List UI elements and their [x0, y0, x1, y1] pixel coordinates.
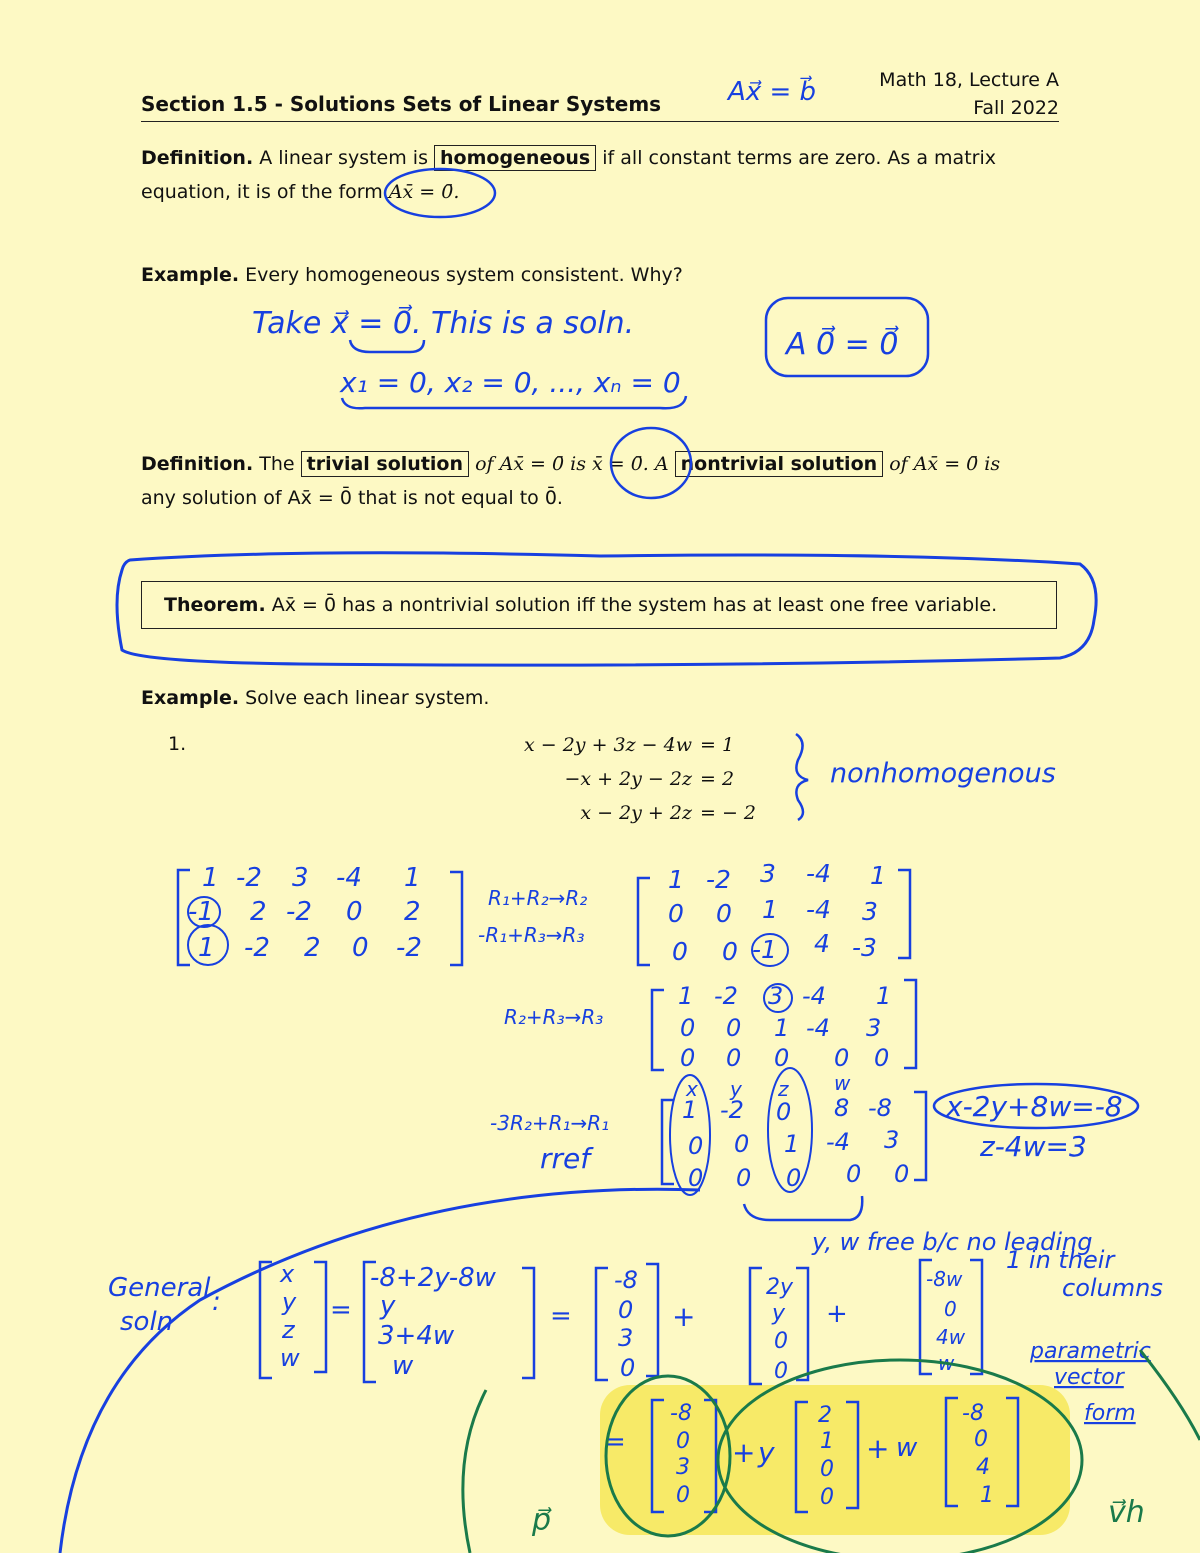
- matrix-cell: 1: [870, 861, 886, 890]
- matrix-cell: -4: [802, 982, 826, 1010]
- vector-entry: -8+2y-8w: [370, 1263, 496, 1293]
- matrix-cell: -2: [706, 865, 731, 894]
- matrix-cell: 0: [688, 1132, 704, 1160]
- matrix-cell: -8: [868, 1094, 892, 1122]
- example-label: Example.: [141, 687, 240, 709]
- note-parametric: parametric: [1030, 1339, 1151, 1364]
- brace-mark: [350, 340, 424, 352]
- matrix-augmented-2: [668, 859, 886, 966]
- matrix-cell: 1: [876, 982, 892, 1010]
- var-label: w: [834, 1071, 851, 1095]
- vector-entry: 0: [974, 1427, 988, 1452]
- vector-entry: -8: [962, 1401, 984, 1426]
- theorem-text: Ax̄ = 0̄ has a nontrivial solution iff the system has at least one free variable.: [271, 594, 998, 616]
- definition-text: if all constant terms are zero. As a matrix equation, it is of the form: [141, 147, 996, 203]
- matrix-cell: -4: [806, 1014, 830, 1042]
- theorem-label: Theorem.: [164, 594, 266, 616]
- matrix-cell: 1: [784, 1130, 800, 1158]
- matrix-cell: 3: [760, 859, 776, 888]
- note-soln: soln: [120, 1307, 174, 1337]
- equals-mark: =: [550, 1301, 572, 1331]
- bracket-mark: [638, 878, 650, 965]
- vector-entry: x: [280, 1260, 295, 1288]
- note-components: x₁ = 0, x₂ = 0, ..., xₙ = 0: [340, 366, 681, 399]
- vector-entry: 4: [976, 1455, 990, 1480]
- vector-entry: 3+4w: [378, 1321, 455, 1351]
- matrix-cell: -2: [720, 1096, 744, 1124]
- note-equation-z: z-4w=3: [980, 1130, 1087, 1163]
- vector-entry: 0: [820, 1485, 834, 1510]
- vector-entry: 1: [820, 1429, 834, 1454]
- matrix-cell: -1: [188, 897, 214, 927]
- matrix-cell: 1: [198, 933, 215, 963]
- equation-lhs: x − 2y + 3z − 4w: [524, 734, 692, 756]
- term-nontrivial-solution: nontrivial solution: [675, 451, 884, 477]
- term-trivial-solution: trivial solution: [301, 451, 469, 477]
- matrix-cell: 0: [680, 1014, 696, 1042]
- label-p-vector: p⃗: [532, 1503, 552, 1538]
- var-label: z: [778, 1077, 789, 1101]
- definition-text: any solution of Ax̄ = 0̄ that is not equal to 0̄.: [141, 487, 563, 509]
- note-free-vars: y, w free b/c no leading: [812, 1228, 1093, 1256]
- matrix-cell: 1: [774, 1014, 790, 1042]
- example-text: Every homogeneous system consistent. Why?: [245, 264, 683, 286]
- matrix-cell: 0: [680, 1044, 696, 1072]
- vector-entry: y: [380, 1291, 396, 1321]
- vector-entry: 1: [980, 1483, 994, 1508]
- var-label: y: [730, 1077, 742, 1101]
- brace-mark: [796, 734, 808, 820]
- vector-entry: 0: [820, 1457, 834, 1482]
- vector-entry: 0: [620, 1354, 636, 1382]
- section-title: Section 1.5 - Solutions Sets of Linear Systems: [141, 92, 662, 116]
- matrix-cell: 1: [668, 865, 684, 894]
- matrix-cell: -4: [806, 895, 831, 924]
- matrix-cell: 0: [786, 1164, 802, 1192]
- matrix-cell: 0: [726, 1014, 742, 1042]
- matrix-cell: 1: [404, 863, 421, 893]
- matrix-cell: -2: [286, 897, 312, 927]
- matrix-cell: 1: [202, 863, 219, 893]
- item-number: 1.: [168, 733, 187, 755]
- vector-entry: -8: [670, 1401, 692, 1426]
- vector-entry: 3: [618, 1324, 634, 1352]
- note-rref: rref: [540, 1142, 591, 1175]
- matrix-cell: 0: [352, 933, 369, 963]
- definition-text: of Ax̄ = 0̄ is: [889, 453, 1001, 475]
- var-label: x: [686, 1077, 698, 1101]
- matrix-cell: 0: [672, 937, 688, 966]
- vector-entry: z: [282, 1316, 295, 1344]
- matrix-cell: -4: [806, 859, 831, 888]
- matrix-cell: -4: [336, 863, 362, 893]
- green-arc-mark: [1140, 1350, 1200, 1440]
- vector-entry: 0: [944, 1297, 957, 1321]
- matrix-cell: 0: [734, 1130, 750, 1158]
- note-free-vars: 1 in their: [1006, 1246, 1115, 1274]
- coef-w: w: [896, 1433, 918, 1463]
- row-op: R₁+R₂→R₂: [488, 886, 588, 910]
- matrix-cell: 0: [776, 1098, 792, 1126]
- definition-text: of Ax̄ = 0̄ is x̄ = 0̄. A: [475, 453, 669, 475]
- course-name: Math 18, Lecture A: [879, 69, 1059, 91]
- bracket-mark: [898, 870, 910, 958]
- matrix-cell: 0: [774, 1044, 790, 1072]
- matrix-cell: 0: [722, 937, 738, 966]
- vector-entry: w: [280, 1344, 300, 1372]
- vector-entry: 0: [774, 1359, 788, 1384]
- vector-entry: 2y: [766, 1275, 794, 1300]
- term-homogeneous: homogeneous: [434, 145, 596, 171]
- matrix-cell: 0: [346, 897, 363, 927]
- bracket-mark: [904, 980, 916, 1068]
- bracket-mark: [314, 1262, 326, 1372]
- matrix-augmented-1: [188, 863, 422, 963]
- matrix-cell: 0: [874, 1044, 890, 1072]
- matrix-cell: 3: [866, 1014, 882, 1042]
- matrix-cell: -2: [244, 933, 270, 963]
- note-equation-x: x-2y+8w=-8: [946, 1090, 1123, 1123]
- brace-mark: [744, 1196, 862, 1220]
- example-text: Solve each linear system.: [245, 687, 490, 709]
- definition-text: A linear system is: [259, 147, 428, 169]
- coef-y: y: [758, 1436, 775, 1469]
- vector-variables: [279, 1260, 300, 1372]
- bracket-mark: [646, 1264, 658, 1376]
- matrix-cell: -2: [714, 982, 738, 1010]
- bracket-mark: [522, 1268, 534, 1378]
- vector-y-basis: [818, 1403, 834, 1510]
- equation-rhs: = 2: [700, 768, 735, 790]
- matrix-cell: 0: [894, 1160, 910, 1188]
- row-op: -R₁+R₃→R₃: [478, 923, 585, 947]
- circle-mark: [385, 169, 495, 217]
- plus-mark: +: [732, 1436, 756, 1469]
- vector-entry: 3: [676, 1455, 690, 1480]
- plus-mark: +: [866, 1432, 890, 1465]
- bracket-mark: [970, 1260, 982, 1374]
- note-take-x-zero: Take x⃗ = 0⃗. This is a soln.: [252, 306, 635, 341]
- vector-constant: [614, 1266, 638, 1382]
- label-vh-vector: v⃗h: [1108, 1495, 1145, 1530]
- vector-entry: -8w: [926, 1267, 963, 1291]
- matrix-augmented-3: [678, 982, 891, 1072]
- bracket-mark: [450, 872, 462, 965]
- matrix-cell: -4: [826, 1128, 850, 1156]
- matrix-cell: 3: [292, 863, 309, 893]
- equals-mark: =: [604, 1427, 626, 1457]
- matrix-cell: 0: [736, 1164, 752, 1192]
- colon-mark: :: [212, 1287, 221, 1317]
- definition-label: Definition.: [141, 453, 254, 475]
- vector-entry: w: [938, 1351, 955, 1375]
- vector-expression: [370, 1263, 497, 1381]
- equation-rhs: = 1: [700, 734, 735, 756]
- theorem-loop-mark: [117, 553, 1096, 665]
- matrix-cell: 1: [682, 1096, 698, 1124]
- matrix-cell: 2: [404, 897, 421, 927]
- equation-rhs: = − 2: [700, 802, 757, 824]
- matrix-cell: 0: [846, 1160, 862, 1188]
- matrix-cell: 4: [814, 929, 830, 958]
- example-label: Example.: [141, 264, 240, 286]
- plus-mark: +: [826, 1299, 848, 1329]
- matrix-cell: -3: [852, 933, 877, 962]
- vector-entry: 0: [676, 1483, 690, 1508]
- matrix-rref: [682, 1094, 909, 1192]
- vector-entry: w: [392, 1351, 414, 1381]
- vector-entry: 2: [818, 1403, 832, 1428]
- matrix-cell: 0: [726, 1044, 742, 1072]
- matrix-cell: 3: [884, 1126, 900, 1154]
- matrix-cell: 0: [668, 899, 684, 928]
- green-arc-mark: [463, 1390, 486, 1553]
- matrix-cell: 3: [768, 982, 784, 1010]
- plus-mark: +: [672, 1300, 696, 1333]
- matrix-cell: 2: [304, 933, 321, 963]
- bracket-mark: [750, 1268, 762, 1384]
- vector-entry: 0: [676, 1429, 690, 1454]
- note-general: General: [108, 1273, 211, 1303]
- bracket-mark: [914, 1092, 926, 1180]
- vector-entry: y: [772, 1301, 786, 1326]
- note-a0-equals-0: A 0⃗ = 0⃗: [786, 327, 899, 362]
- matrix-cell: 0: [834, 1044, 850, 1072]
- matrix-cell: -2: [396, 933, 422, 963]
- matrix-cell: 0: [716, 899, 732, 928]
- note-vector: vector: [1054, 1365, 1124, 1390]
- bracket-mark: [796, 1268, 808, 1380]
- note-nonhomogeneous: nonhomogenous: [830, 758, 1056, 789]
- matrix-cell: 0: [688, 1164, 704, 1192]
- matrix-cell: 1: [762, 895, 778, 924]
- definition-text: The: [259, 453, 295, 475]
- equation-lhs: x − 2y + 2z: [580, 802, 692, 824]
- matrix-cell: 1: [678, 982, 694, 1010]
- vector-w-part: [926, 1267, 966, 1375]
- bracket-mark: [596, 1268, 608, 1380]
- circle-mark: [611, 428, 691, 498]
- vector-entry: 0: [774, 1329, 788, 1354]
- vector-entry: 4w: [936, 1325, 966, 1349]
- vector-entry: -8: [614, 1266, 638, 1294]
- matrix-cell: 2: [250, 897, 267, 927]
- vector-entry: 0: [618, 1296, 634, 1324]
- row-op: R₂+R₃→R₃: [504, 1005, 604, 1029]
- matrix-cell: 3: [862, 897, 878, 926]
- course-term: Fall 2022: [973, 97, 1059, 119]
- matrix-cell: -1: [752, 935, 777, 964]
- equation-homogeneous: Ax̄ = 0̄.: [388, 181, 460, 203]
- vector-y-part: [766, 1275, 794, 1384]
- vector-entry: y: [282, 1288, 297, 1316]
- note-free-vars: columns: [1062, 1274, 1163, 1302]
- note-ax-b: Ax⃗ = b⃗: [728, 77, 816, 107]
- row-op: -3R₂+R₁→R₁: [490, 1111, 610, 1135]
- definition-label: Definition.: [141, 147, 254, 169]
- equals-mark: =: [330, 1295, 352, 1325]
- matrix-cell: 8: [834, 1094, 850, 1122]
- equation-lhs: −x + 2y − 2z: [564, 768, 692, 790]
- bracket-mark: [260, 1262, 272, 1378]
- matrix-cell: -2: [236, 863, 262, 893]
- note-form: form: [1084, 1401, 1136, 1426]
- bracket-mark: [652, 990, 664, 1070]
